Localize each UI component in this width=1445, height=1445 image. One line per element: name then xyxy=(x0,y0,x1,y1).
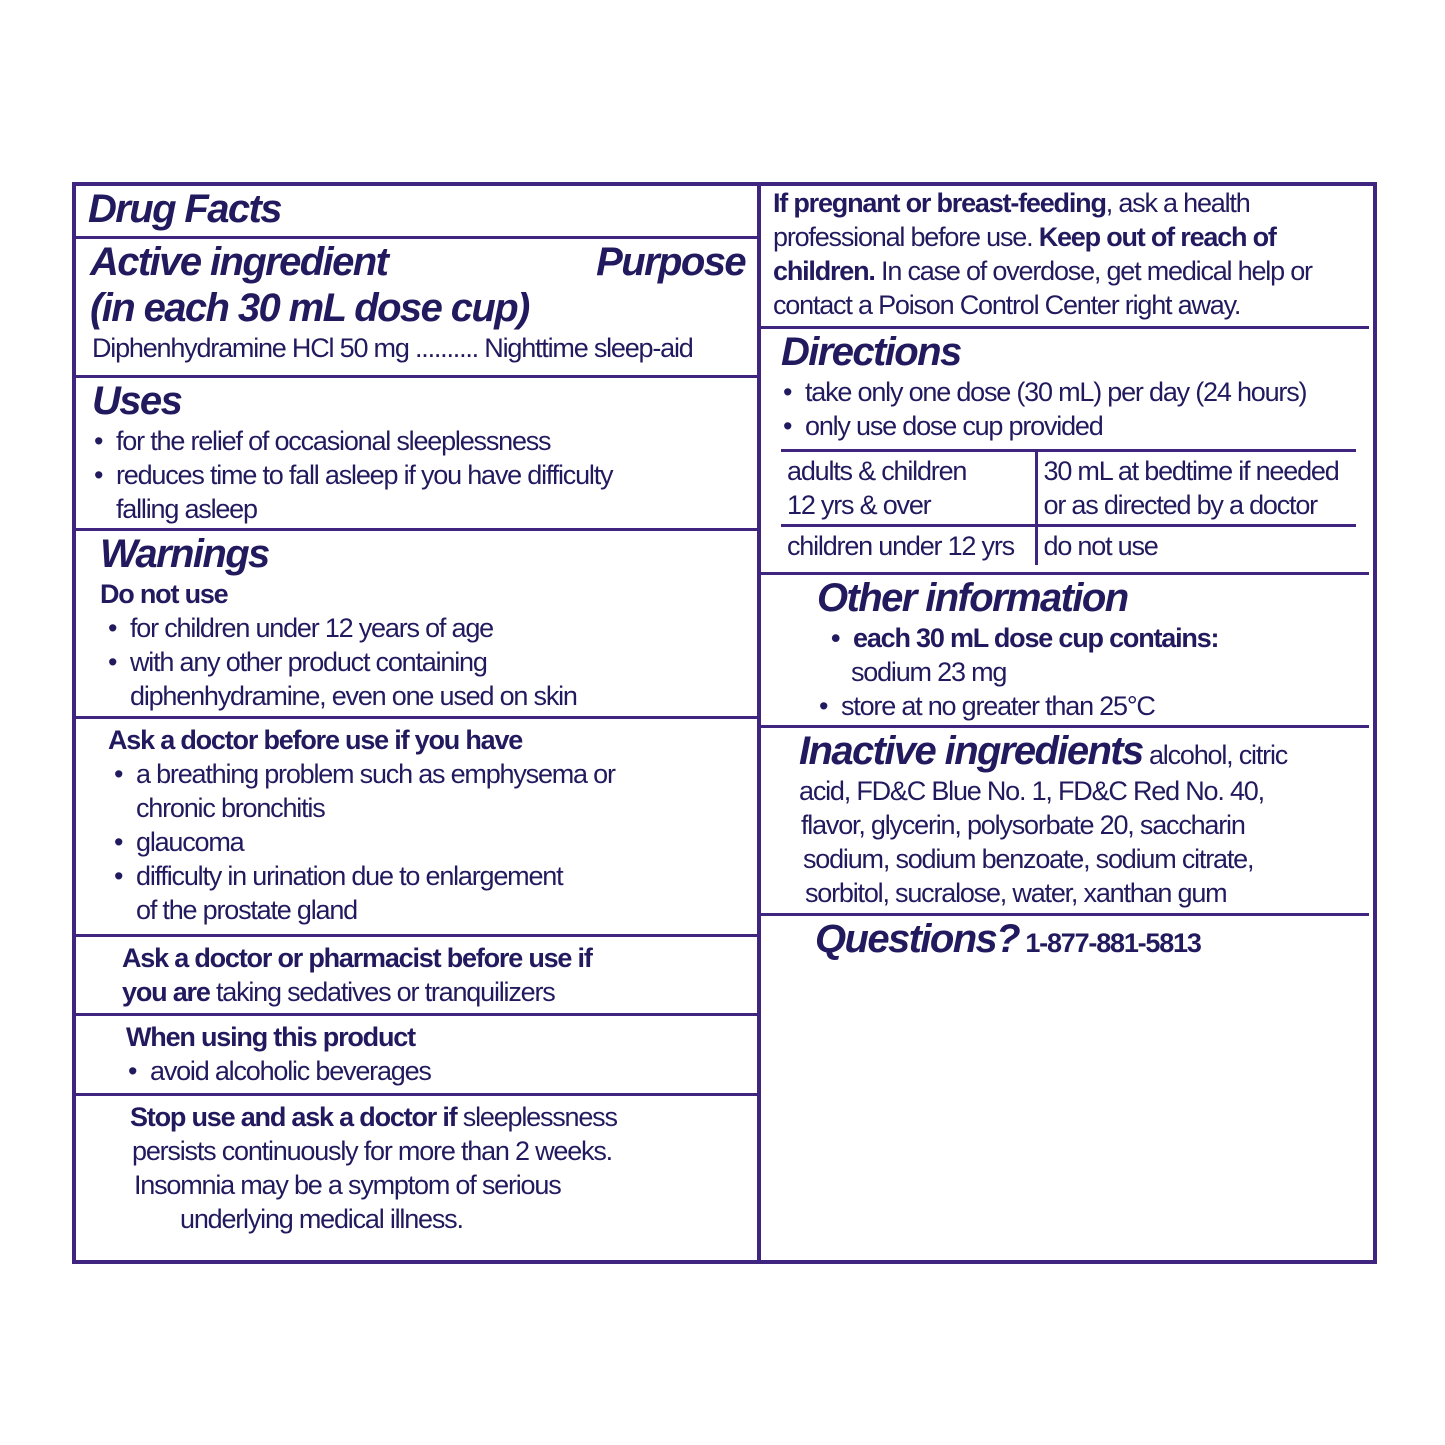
list-item: • for children under 12 years of age xyxy=(106,611,749,645)
stop-use-heading: Stop use and ask a doctor if xyxy=(130,1102,457,1132)
ask-pharmacist-heading: Ask a doctor or pharmacist before use if xyxy=(122,943,592,973)
list-item-cont: chronic bronchitis xyxy=(136,793,325,823)
keep-out-bold: children. xyxy=(773,256,875,286)
table-row xyxy=(781,526,1356,566)
list-item: • a breathing problem such as emphysema or xyxy=(112,757,749,791)
warnings-heading: Warnings xyxy=(100,532,269,576)
inactive-line: alcohol, citric xyxy=(1148,740,1288,770)
dosage-table xyxy=(781,449,1356,565)
active-heading: Active ingredient xyxy=(90,240,388,284)
list-item: • each 30 mL dose cup contains: xyxy=(829,621,1361,655)
list-item: • store at no greater than 25°C xyxy=(817,689,1361,723)
phone-number[interactable]: 1-877-881-5813 xyxy=(1025,928,1201,958)
inactive-section xyxy=(761,728,1369,916)
uses-section xyxy=(76,378,757,531)
ask-doctor-heading: Ask a doctor before use if you have xyxy=(108,725,523,755)
title-section xyxy=(76,186,757,239)
pregnancy-section xyxy=(761,186,1369,329)
active-line: Diphenhydramine HCl 50 mg .......... Nighttime sleep-aid xyxy=(92,333,693,363)
list-item-cont: sodium 23 mg xyxy=(851,657,1007,687)
list-item: • difficulty in urination due to enlargement xyxy=(112,859,749,893)
active-ingredient-section xyxy=(76,239,757,378)
table-row xyxy=(781,451,1356,526)
list-item-cont: of the prostate gland xyxy=(136,895,357,925)
inactive-line: acid, FD&C Blue No. 1, FD&C Red No. 40, xyxy=(799,776,1264,806)
stop-use-text: sleeplessness xyxy=(456,1102,617,1132)
stop-use-line: Insomnia may be a symptom of serious xyxy=(134,1170,561,1200)
keep-out-bold: Keep out of reach of xyxy=(1038,222,1276,252)
purpose-heading: Purpose xyxy=(596,240,745,284)
directions-heading: Directions xyxy=(781,330,961,374)
inactive-line: flavor, glycerin, polysorbate 20, saccharin xyxy=(801,810,1245,840)
directions-section xyxy=(761,329,1369,575)
list-item: • for the relief of occasional sleeplessness xyxy=(92,424,749,458)
table-cell: do not use xyxy=(1043,531,1158,561)
list-item: • avoid alcoholic beverages xyxy=(126,1054,749,1088)
table-cell: adults & children 12 yrs & over xyxy=(781,451,1036,526)
table-cell: 30 mL at bedtime if needed or as directed by a doctor xyxy=(1043,456,1339,520)
list-item: • reduces time to fall asleep if you have difficulty xyxy=(92,458,749,492)
overdose-text: In case of overdose, get medical help or xyxy=(874,256,1312,286)
list-item: • with any other product containing xyxy=(106,645,749,679)
questions-section xyxy=(761,916,1369,1256)
inactive-heading: Inactive ingredients xyxy=(799,729,1143,773)
when-using-heading: When using this product xyxy=(126,1022,415,1052)
pregnancy-text: professional before use. xyxy=(773,222,1039,252)
warnings-section xyxy=(76,531,757,719)
list-item-cont: falling asleep xyxy=(116,494,257,524)
ask-pharmacist-section xyxy=(76,937,757,1016)
list-item: • glaucoma xyxy=(112,825,749,859)
inactive-line: sodium, sodium benzoate, sodium citrate, xyxy=(803,844,1254,874)
pregnancy-text: , ask a health xyxy=(1105,188,1250,218)
table-cell: children under 12 yrs xyxy=(781,526,1036,566)
page-title: Drug Facts xyxy=(88,187,281,231)
stop-use-line: persists continuously for more than 2 weeks. xyxy=(132,1136,612,1166)
do-not-use-heading: Do not use xyxy=(100,579,228,609)
stop-use-line: underlying medical illness. xyxy=(180,1204,463,1234)
when-using-section xyxy=(76,1016,757,1096)
overdose-text: contact a Poison Control Center right away. xyxy=(773,290,1241,320)
active-subheading: (in each 30 mL dose cup) xyxy=(90,286,529,330)
stop-use-section xyxy=(76,1096,757,1256)
list-item: • take only one dose (30 mL) per day (24 hours) xyxy=(781,375,1361,409)
ask-doctor-section xyxy=(76,719,757,937)
pregnancy-bold: If pregnant or breast-feeding xyxy=(773,188,1106,218)
list-item: • only use dose cup provided xyxy=(781,409,1361,443)
uses-heading: Uses xyxy=(92,379,182,423)
inactive-line: sorbitol, sucralose, water, xanthan gum xyxy=(805,878,1227,908)
other-info-section xyxy=(761,575,1369,728)
ask-pharmacist-text: taking sedatives or tranquilizers xyxy=(209,977,555,1007)
questions-heading: Questions? xyxy=(815,917,1020,961)
other-info-heading: Other information xyxy=(817,576,1128,620)
ask-pharmacist-bold: you are xyxy=(122,977,210,1007)
list-item-cont: diphenhydramine, even one used on skin xyxy=(130,681,577,711)
